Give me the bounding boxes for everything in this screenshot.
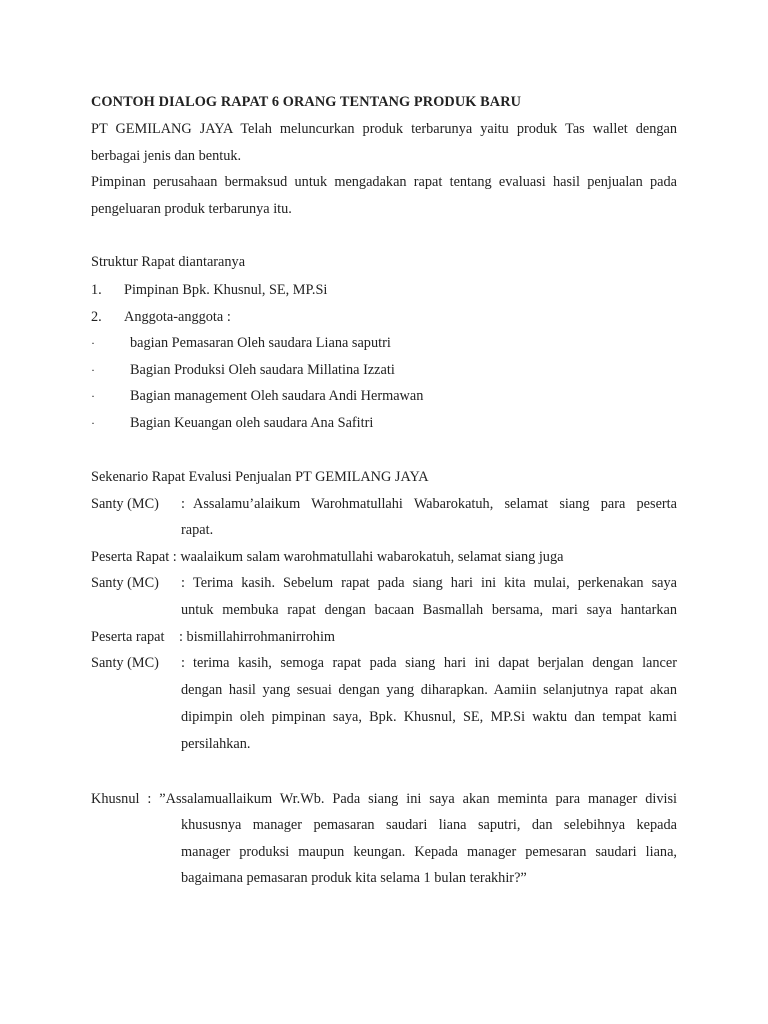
dialog-colon: : [181, 575, 185, 591]
list-item-members: Anggota-anggota : [124, 309, 231, 325]
speaker-label-santy-1: Santy (MC) [91, 496, 159, 512]
dialog-santy-3-line-2: dengan hasil yang sesuai dengan yang diharapkan. Aamiin selanjutnya rapat akan [181, 682, 677, 698]
structure-heading: Struktur Rapat diantaranya [91, 254, 246, 270]
dialog-santy-2-line-1: Terima kasih. Sebelum rapat pada siang hari ini kita mulai, perkenakan saya [193, 575, 677, 591]
scenario-heading: Sekenario Rapat Evalusi Penjualan PT GEMILANG JAYA [91, 469, 429, 485]
dialog-khusnul-line-4: bagaimana pemasaran produk kita selama 1 bulan terakhir?” [181, 870, 527, 886]
bullet-icon: · [91, 416, 95, 430]
bullet-item-finance: Bagian Keuangan oleh saudara Ana Safitri [130, 415, 374, 431]
dialog-santy-1-line-2: rapat. [181, 522, 214, 538]
list-number-2: 2. [91, 309, 102, 325]
dialog-participants-1: Peserta Rapat : waalaikum salam warohmatullahi wabarokatuh, selamat siang juga [91, 549, 564, 565]
list-number-1: 1. [91, 282, 102, 298]
bullet-icon: · [91, 363, 95, 377]
dialog-khusnul-line-3: manager produksi maupun keungan. Kepada manager pemesaran saudari liana, [181, 844, 677, 860]
dialog-colon: : [181, 496, 185, 512]
dialog-santy-1-line-1: Assalamu’alaikum Warohmatullahi Wabarokatuh, selamat siang para peserta [193, 496, 677, 512]
dialog-santy-3-line-1: terima kasih, semoga rapat pada siang hari ini dapat berjalan dengan lancer [193, 655, 677, 671]
dialog-khusnul-line-2: khususnya manager pemasaran saudari liana saputri, dan selebihnya kepada [181, 817, 677, 833]
document-title: CONTOH DIALOG RAPAT 6 ORANG TENTANG PRODUK BARU [91, 94, 522, 110]
intro-line-3: Pimpinan perusahaan bermaksud untuk mengadakan rapat tentang evaluasi hasil penjualan pada [91, 174, 677, 190]
bullet-item-marketing: bagian Pemasaran Oleh saudara Liana saputri [130, 335, 391, 351]
bullet-icon: · [91, 389, 95, 403]
dialog-santy-3-line-4: persilahkan. [181, 736, 251, 752]
bullet-icon: · [91, 336, 95, 350]
dialog-participants-2: : bismillahirrohmanirrohim [179, 629, 336, 645]
speaker-label-santy-2: Santy (MC) [91, 575, 159, 591]
intro-line-1: PT GEMILANG JAYA Telah meluncurkan produk terbarunya yaitu produk Tas wallet dengan [91, 121, 677, 137]
dialog-santy-2-line-2: untuk membuka rapat dengan bacaan Basmallah bersama, mari saya hantarkan [181, 602, 677, 618]
dialog-santy-3-line-3: dipimpin oleh pimpinan saya, Bpk. Khusnul, SE, MP.Si waktu dan tempat kami [181, 709, 677, 725]
speaker-label-santy-3: Santy (MC) [91, 655, 159, 671]
bullet-item-management: Bagian management Oleh saudara Andi Hermawan [130, 388, 424, 404]
intro-line-2: berbagai jenis dan bentuk. [91, 148, 242, 164]
speaker-label-participants-2: Peserta rapat [91, 629, 165, 645]
dialog-colon: : [181, 655, 185, 671]
dialog-khusnul-line-1: Khusnul : ”Assalamuallaikum Wr.Wb. Pada siang ini saya akan meminta para manager divisi [91, 791, 677, 807]
bullet-item-production: Bagian Produksi Oleh saudara Millatina Izzati [130, 362, 395, 378]
list-item-leader: Pimpinan Bpk. Khusnul, SE, MP.Si [124, 282, 328, 298]
intro-line-4: pengeluaran produk terbarunya itu. [91, 201, 292, 217]
